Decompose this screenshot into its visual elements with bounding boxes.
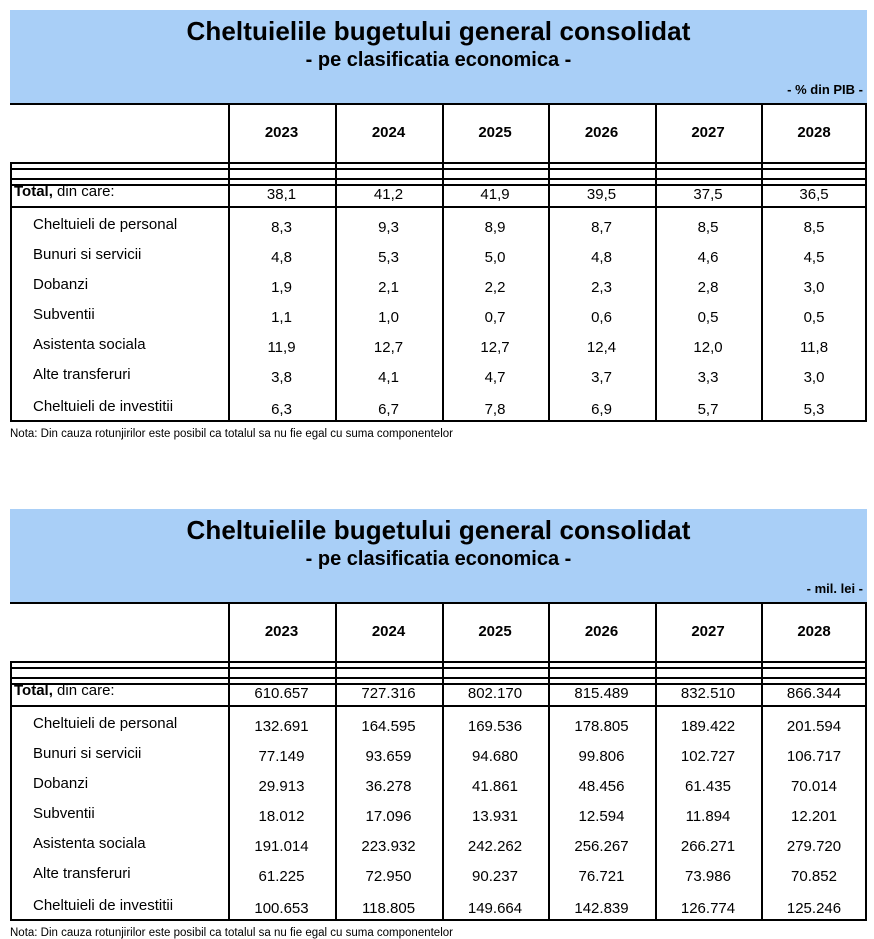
table-cell: 223.932: [361, 838, 416, 855]
grid-line: [10, 677, 867, 679]
total-cell: 727.316: [361, 685, 416, 702]
table-cell: 17.096: [365, 808, 412, 825]
table-cell: 4,1: [378, 369, 399, 386]
table-cell: 94.680: [472, 748, 518, 765]
table-cell: 169.536: [467, 718, 523, 735]
table-cell: 48.456: [578, 778, 625, 795]
table-cell: 189.422: [680, 718, 736, 735]
table-cell: 4,8: [591, 249, 612, 266]
table-cell: 5,3: [803, 401, 825, 418]
table-cell: 76.721: [578, 868, 625, 885]
table-cell: 12,0: [693, 339, 723, 356]
total-cell: 41,9: [480, 186, 510, 203]
table-cell: 5,0: [484, 249, 506, 266]
table-subtitle: - pe clasificatia economica -: [305, 49, 572, 71]
total-label-bold: Total,: [14, 682, 53, 699]
total-row-label: [14, 183, 115, 200]
year-header: 2025: [478, 623, 512, 640]
table-cell: 102.727: [680, 748, 736, 765]
table-cell: 2,1: [378, 279, 399, 296]
year-header: 2027: [691, 124, 725, 141]
table-cell: 149.664: [467, 900, 523, 917]
table-cell: 118.805: [361, 900, 416, 917]
year-header: 2023: [264, 124, 299, 141]
table-cell: 18.012: [258, 808, 305, 825]
table-cell: 12.201: [791, 808, 837, 825]
table-cell: 201.594: [786, 718, 842, 735]
table-cell: 13.931: [472, 808, 518, 825]
row-label: Cheltuieli de personal: [33, 715, 178, 732]
total-cell: 815.489: [574, 685, 629, 702]
table-cell: 4,8: [271, 249, 292, 266]
grid-line: [10, 705, 867, 707]
table-cell: 3,3: [697, 369, 719, 386]
table-cell: 191.014: [254, 838, 309, 855]
table-pib-section: [10, 10, 867, 450]
table-cell: 6,3: [271, 401, 292, 418]
table-header-band: [10, 10, 867, 105]
year-header: 2027: [691, 623, 725, 640]
table-cell: 93.659: [365, 748, 412, 765]
table-cell: 99.806: [578, 748, 625, 765]
total-cell: 39,5: [586, 186, 617, 203]
table-cell: 70.852: [791, 868, 837, 885]
table-cell: 132.691: [254, 718, 309, 735]
row-label: Bunuri si servicii: [33, 246, 142, 263]
table-cell: 178.805: [574, 718, 629, 735]
table-cell: 8,5: [697, 219, 719, 236]
table-cell: 6,7: [378, 401, 399, 418]
table-cell: 72.950: [365, 868, 412, 885]
grid-line: [10, 168, 867, 170]
table-cell: 0,7: [484, 309, 506, 326]
row-label: Dobanzi: [33, 276, 89, 293]
table-cell: 126.774: [680, 900, 736, 917]
total-label-rest: din care:: [52, 682, 115, 699]
row-label: Asistenta sociala: [33, 336, 146, 353]
table-title: Cheltuielile bugetului general consolidat: [186, 515, 691, 545]
table-cell: 0,5: [803, 309, 825, 326]
total-cell: 610.657: [254, 685, 309, 702]
table-cell: 142.839: [574, 900, 629, 917]
total-cell: 832.510: [680, 685, 736, 702]
row-label: Alte transferuri: [33, 865, 131, 882]
year-header: 2024: [371, 623, 406, 640]
year-header: 2026: [584, 124, 619, 141]
table-cell: 9,3: [378, 219, 399, 236]
total-cell: 802.170: [467, 685, 523, 702]
year-header: 2023: [264, 623, 299, 640]
table-cell: 4,5: [803, 249, 825, 266]
table-cell: 4,6: [697, 249, 719, 266]
table-cell: 12,7: [373, 339, 404, 356]
table-cell: 164.595: [361, 718, 416, 735]
table-unit: - % din PIB -: [787, 82, 863, 97]
total-row-label: [14, 682, 115, 699]
table-cell: 2,8: [697, 279, 719, 296]
year-header: 2028: [797, 124, 831, 141]
row-label: Alte transferuri: [33, 366, 131, 383]
grid-line: [10, 661, 867, 663]
table-cell: 61.435: [685, 778, 731, 795]
table-cell: 5,7: [697, 401, 719, 418]
table-subtitle: - pe clasificatia economica -: [305, 548, 572, 570]
table-title: Cheltuielile bugetului general consolidat: [186, 16, 691, 46]
table-cell: 3,0: [803, 369, 825, 386]
row-label: Dobanzi: [33, 775, 89, 792]
table-cell: 1,0: [378, 309, 399, 326]
table-cell: 61.225: [258, 868, 305, 885]
table-lei-section: [10, 509, 867, 939]
grid-line: [10, 602, 867, 604]
table-cell: 0,5: [697, 309, 719, 326]
table-cell: 2,3: [591, 279, 612, 296]
grid-line: [10, 919, 867, 921]
total-cell: 38,1: [266, 186, 297, 203]
total-cell: 41,2: [373, 186, 404, 203]
table-cell: 90.237: [472, 868, 518, 885]
table-cell: 242.262: [467, 838, 523, 855]
table-cell: 8,7: [591, 219, 612, 236]
table-unit: - mil. lei -: [806, 581, 863, 596]
table-cell: 11,8: [799, 339, 829, 356]
table-cell: 125.246: [786, 900, 842, 917]
year-header: 2026: [584, 623, 619, 640]
table-cell: 266.271: [680, 838, 736, 855]
table-cell: 77.149: [258, 748, 305, 765]
total-cell: 37,5: [693, 186, 723, 203]
row-label: Cheltuieli de investitii: [33, 398, 174, 415]
row-label: Asistenta sociala: [33, 835, 146, 852]
table-cell: 279.720: [786, 838, 842, 855]
table-cell: 29.913: [258, 778, 305, 795]
total-cell: 866.344: [786, 685, 842, 702]
footnote: Nota: Din cauza rotunjirilor este posibil ca totalul sa nu fie egal cu suma componentelor: [10, 428, 453, 440]
total-label-bold: Total,: [14, 183, 53, 200]
grid-line: [10, 661, 12, 921]
total-label-rest: din care:: [52, 183, 115, 200]
grid-line: [10, 667, 867, 669]
table-header-band: [10, 509, 867, 604]
grid-line: [10, 206, 867, 208]
year-header: 2025: [478, 124, 512, 141]
grid-line: [10, 420, 867, 422]
table-cell: 12,7: [480, 339, 510, 356]
grid-line: [10, 162, 12, 422]
table-cell: 4,7: [484, 369, 506, 386]
table-cell: 8,5: [803, 219, 825, 236]
table-cell: 3,0: [803, 279, 825, 296]
table-cell: 8,9: [484, 219, 506, 236]
footnote: Nota: Din cauza rotunjirilor este posibil ca totalul sa nu fie egal cu suma componentelor: [10, 927, 453, 939]
table-cell: 11.894: [685, 808, 731, 825]
table-cell: 0,6: [591, 309, 612, 326]
table-cell: 11,9: [267, 339, 296, 356]
table-cell: 8,3: [271, 219, 292, 236]
row-label: Cheltuieli de personal: [33, 216, 178, 233]
table-cell: 3,7: [591, 369, 612, 386]
table-cell: 1,1: [271, 309, 292, 326]
row-label: Cheltuieli de investitii: [33, 897, 174, 914]
table-cell: 3,8: [271, 369, 292, 386]
table-cell: 41.861: [472, 778, 518, 795]
grid-line: [10, 162, 867, 164]
table-cell: 73.986: [685, 868, 731, 885]
table-cell: 70.014: [791, 778, 837, 795]
table-cell: 1,9: [271, 279, 292, 296]
grid-line: [10, 178, 867, 180]
table-cell: 7,8: [484, 401, 506, 418]
table-cell: 106.717: [786, 748, 842, 765]
year-header: 2024: [371, 124, 406, 141]
row-label: Subventii: [33, 306, 95, 323]
total-cell: 36,5: [799, 186, 829, 203]
table-cell: 12.594: [578, 808, 625, 825]
table-cell: 100.653: [254, 900, 309, 917]
row-label: Bunuri si servicii: [33, 745, 142, 762]
grid-line: [10, 103, 867, 105]
table-cell: 36.278: [365, 778, 412, 795]
table-cell: 5,3: [378, 249, 399, 266]
table-cell: 6,9: [591, 401, 612, 418]
year-header: 2028: [797, 623, 831, 640]
table-cell: 2,2: [484, 279, 506, 296]
table-cell: 12,4: [586, 339, 617, 356]
row-label: Subventii: [33, 805, 95, 822]
table-cell: 256.267: [574, 838, 629, 855]
